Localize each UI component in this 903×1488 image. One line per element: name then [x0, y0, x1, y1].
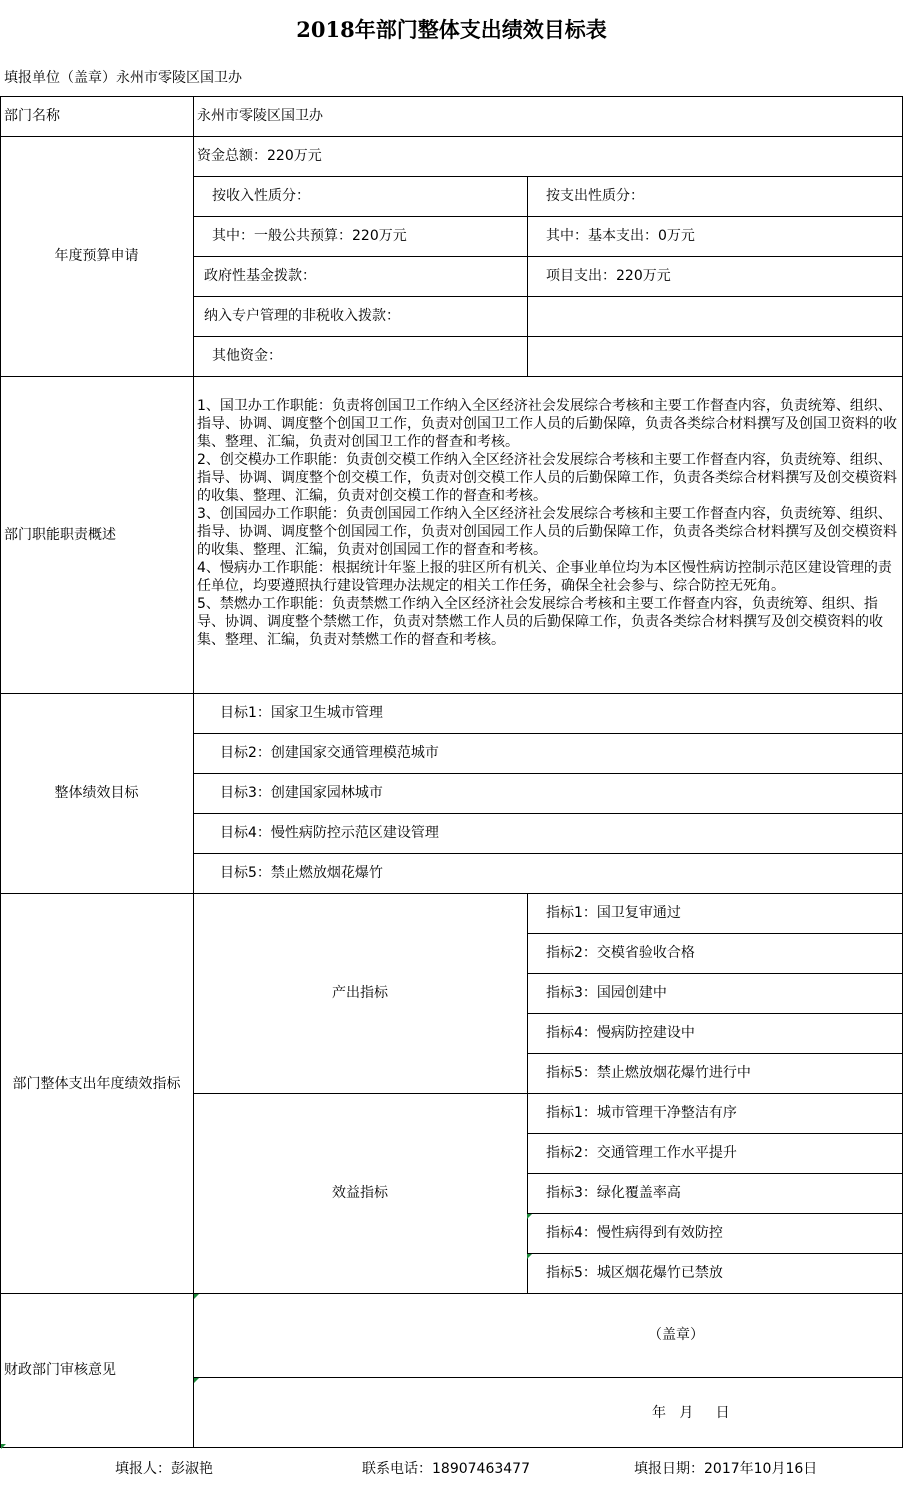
output-indicators-label: 产出指标: [332, 985, 388, 1001]
filler-name: 填报人：彭淑艳: [115, 1461, 213, 1477]
finance-label: 财政部门审核意见: [4, 1362, 116, 1378]
benefit-indicators-label: 效益指标: [332, 1185, 388, 1201]
duties-text: 1、国卫办工作职能：负责将创国卫工作纳入全区经济社会发展综合考核和主要工作督查内容，负责统筹、组织、指导、协调、调度整个创国卫工作，负责对创国卫工作人员的后勤保障，负责各类综合材料撰写及创国卫资料的收集、整理、汇编，负责对创国卫工作的督查和考核。 2、创交模办工作职能：负责创交模工作纳入全区经济社会发展综合考核和主要工作督查内容，负责统筹、组织、指导、协调、调度整个创交模工作，负责对创交模工作人员的后勤保障工作，负责各类综合材料撰写及创交模资料的收集、整理、汇编，负责对创交模工作的督查和考核。 3、创国园办工作职能：负责创国园工作纳入全区经济社会发展综合考核和主要工作督查内容，负责统筹、组织、指导、协调、调度整个创国园工作，负责对创国园工作人员的后勤保障工作，负责各类综合材料撰写及创交模资料的收集、整理、汇编，负责对创国园工作的督查和考核。 4、慢病办工作职能：根据统计年鉴上报的驻区所有机关、企事业单位均为本区慢性病访控制示范区建设管理的责任单位，均要遵照执行建设管理办法规定的相关工作任务，确保全社会参与、综合防控无死角。 5、禁燃办工作职能：负责禁燃工作纳入全区经济社会发展综合考核和主要工作督查内容，负责统筹、组织、指导、协调、调度整个禁燃工作，负责对禁燃工作人员的后勤保障工作，负责各类综合材料撰写及创交模资料的收集、整理、汇编，负责对禁燃工作的督查和考核。: [197, 398, 897, 648]
goal-item: 目标1：国家卫生城市管理: [220, 705, 383, 721]
goal-item: 目标2：创建国家交通管理模范城市: [220, 745, 439, 761]
page-title: 2018年部门整体支出绩效目标表: [296, 17, 607, 42]
fill-date: 填报日期：2017年10月16日: [634, 1461, 818, 1477]
benefit-indicator-item: 指标2：交通管理工作水平提升: [546, 1145, 737, 1161]
review-date: 年 月 日: [652, 1405, 730, 1421]
contact-phone: 联系电话：18907463477: [362, 1461, 530, 1477]
reporting-unit: 填报单位（盖章）永州市零陵区国卫办: [4, 70, 242, 86]
output-indicator-item: 指标3：国园创建中: [546, 985, 667, 1001]
budget-total: 资金总额：220万元: [197, 148, 322, 164]
indicators-label: 部门整体支出年度绩效指标: [12, 1076, 181, 1092]
benefit-indicator-item: 指标4：慢性病得到有效防控: [546, 1225, 723, 1241]
goal-item: 目标4：慢性病防控示范区建设管理: [220, 825, 439, 841]
budget-non-tax: 纳入专户管理的非税收入拨款：: [204, 308, 400, 324]
goal-item: 目标3：创建国家园林城市: [220, 785, 383, 801]
dept-name-value: 永州市零陵区国卫办: [197, 108, 323, 124]
budget-basic-expense: 其中：基本支出：0万元: [546, 228, 695, 244]
budget-label: 年度预算申请: [54, 248, 139, 264]
budget-project-expense: 项目支出：220万元: [546, 268, 671, 284]
budget-by-income: 按收入性质分：: [212, 188, 310, 204]
budget-general-public: 其中：一般公共预算：220万元: [212, 228, 407, 244]
goals-label: 整体绩效目标: [54, 785, 139, 801]
output-indicator-item: 指标4：慢病防控建设中: [546, 1025, 695, 1041]
output-indicator-item: 指标1：国卫复审通过: [546, 905, 681, 921]
goal-item: 目标5：禁止燃放烟花爆竹: [220, 865, 383, 881]
dept-name-label: 部门名称: [4, 108, 60, 124]
budget-by-expense: 按支出性质分：: [546, 188, 644, 204]
benefit-indicator-item: 指标5：城区烟花爆竹已禁放: [546, 1265, 723, 1281]
seal-text: （盖章）: [648, 1327, 704, 1343]
budget-other: 其他资金：: [212, 348, 282, 364]
budget-gov-fund: 政府性基金拨款：: [204, 268, 316, 284]
benefit-indicator-item: 指标3：绿化覆盖率高: [546, 1185, 681, 1201]
duties-label: 部门职能职责概述: [4, 527, 116, 543]
output-indicator-item: 指标5：禁止燃放烟花爆竹进行中: [546, 1065, 751, 1081]
benefit-indicator-item: 指标1：城市管理干净整洁有序: [546, 1105, 737, 1121]
performance-table: [0, 96, 903, 1448]
output-indicator-item: 指标2：交模省验收合格: [546, 945, 695, 961]
